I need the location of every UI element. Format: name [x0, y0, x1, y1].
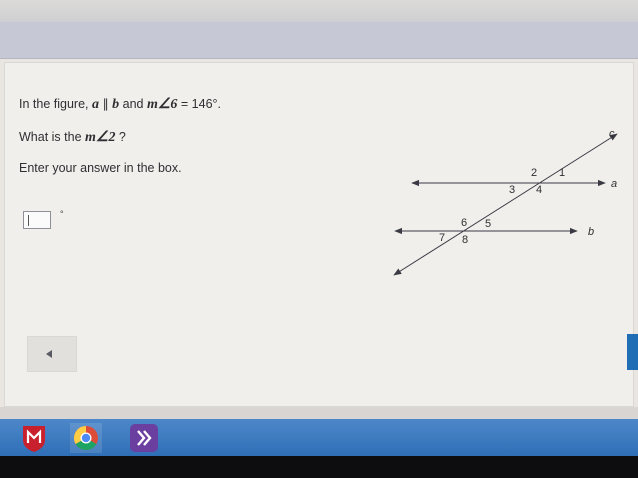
taskbar-mcafee[interactable]: [18, 423, 50, 453]
line-b-symbol: b: [112, 97, 120, 112]
previous-button[interactable]: [27, 336, 77, 372]
angle-label-5: 5: [485, 218, 492, 230]
angle-label-8: 8: [462, 234, 469, 246]
app-header-bar: [0, 22, 638, 59]
taskbar-chrome[interactable]: [70, 423, 102, 453]
chrome-icon: [70, 423, 102, 453]
parallel-lines-figure: [387, 127, 627, 287]
prompt-suffix: ?: [115, 130, 126, 144]
monitor-bezel-bottom: [0, 456, 638, 478]
label-a: a: [611, 178, 618, 190]
angle-6-value: = 146°.: [177, 97, 222, 111]
taskbar-app[interactable]: [128, 423, 160, 453]
angle-label-7: 7: [439, 232, 446, 244]
mcafee-shield-icon: [18, 423, 50, 453]
angle-label-1: 1: [559, 167, 566, 179]
angle-2-measure: m∠2: [85, 130, 116, 145]
text-cursor: [28, 215, 29, 226]
side-panel-tab[interactable]: [627, 334, 638, 370]
question-prompt: [19, 129, 126, 146]
label-b: b: [588, 226, 595, 238]
statement-and: and: [119, 97, 147, 111]
instruction-text: Enter your answer in the box.: [19, 161, 182, 175]
question-statement: [19, 96, 221, 113]
angle-label-2: 2: [531, 167, 538, 179]
angle-label-6: 6: [461, 217, 468, 229]
prompt-prefix: What is the: [19, 130, 85, 144]
transversal-c: [394, 134, 617, 275]
monitor-bezel-top: [0, 0, 638, 22]
taskbar: [0, 419, 638, 456]
statement-prefix: In the figure,: [19, 97, 92, 111]
label-c: c: [609, 128, 615, 140]
angle-label-3: 3: [509, 184, 516, 196]
screen-edge: [0, 407, 638, 419]
degree-unit: °: [60, 209, 64, 219]
angle-6-measure: m∠6: [146, 97, 178, 112]
angle-label-4: 4: [536, 184, 543, 196]
arrow-left-icon: [46, 350, 52, 358]
question-panel: [4, 62, 634, 407]
line-a-symbol: a: [91, 97, 99, 112]
parallel-symbol: ∥: [98, 97, 113, 111]
answer-input[interactable]: [23, 211, 51, 229]
chevron-double-right-icon: [128, 423, 160, 453]
